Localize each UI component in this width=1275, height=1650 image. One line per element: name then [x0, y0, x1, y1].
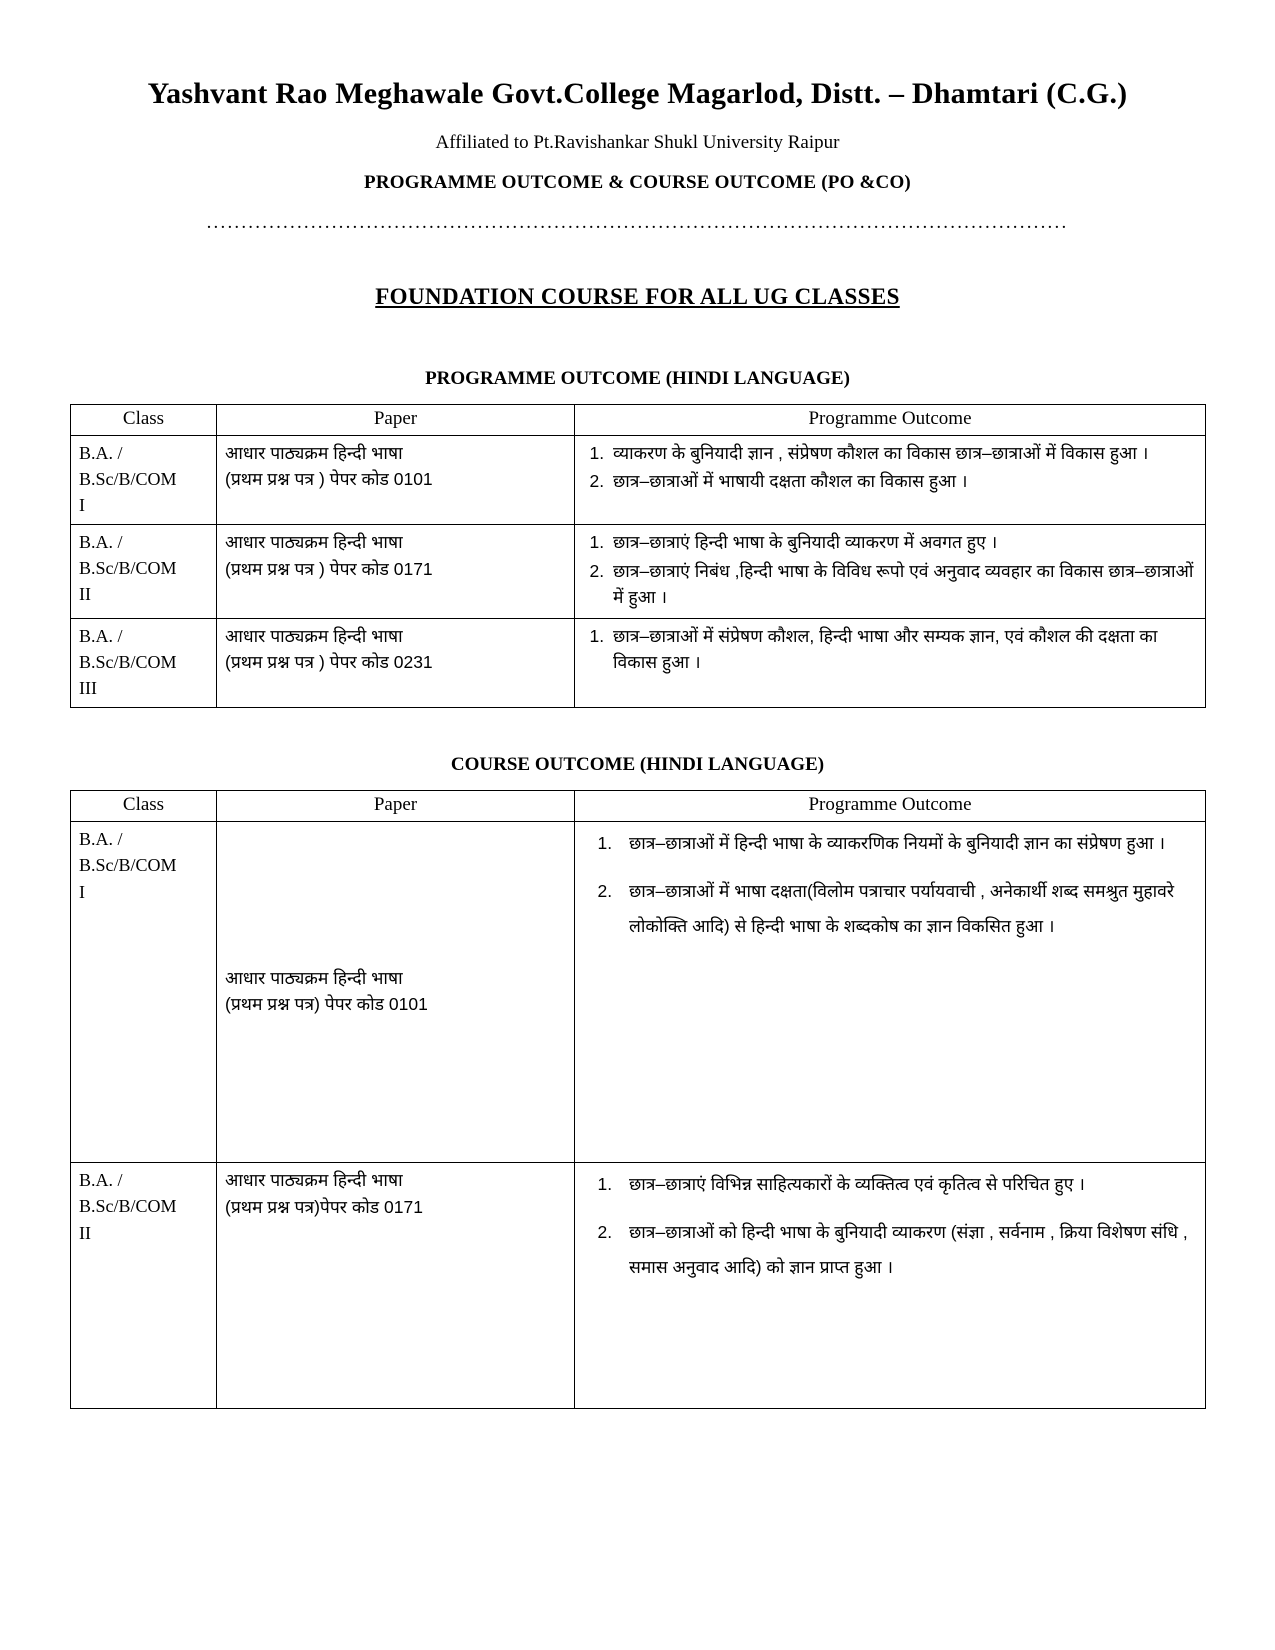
table-row	[71, 822, 1206, 1163]
class-line: I	[79, 495, 85, 516]
class-line: B.Sc/B/COM	[79, 1196, 177, 1217]
cell-paper	[217, 525, 575, 619]
affiliation-line: Affiliated to Pt.Ravishankar Shukl University Raipur	[435, 132, 840, 153]
college-title: Yashvant Rao Meghawale Govt.College Magarlod, Distt. – Dhamtari (C.G.)	[147, 77, 1128, 110]
class-line: B.A. /	[79, 829, 123, 850]
paper-line: आधार पाठ्यक्रम हिन्दी भाषा	[225, 626, 403, 647]
class-line: B.A. /	[79, 626, 123, 647]
paper-line: आधार पाठ्यक्रम हिन्दी भाषा	[225, 532, 403, 553]
paper-line: (प्रथम प्रश्न पत्र ) पेपर कोड 0101	[225, 469, 433, 490]
class-line: B.Sc/B/COM	[79, 855, 177, 876]
cell-outcome	[575, 525, 1206, 619]
class-line: B.Sc/B/COM	[79, 558, 177, 579]
class-line: B.A. /	[79, 532, 123, 553]
cell-paper	[217, 1163, 575, 1409]
outcome-item: 1. छात्र–छात्राएं हिन्दी भाषा के बुनियादी व्याकरण में अवगत हुए ।	[609, 529, 1199, 555]
table-header-row	[71, 405, 1206, 436]
class-line: II	[79, 1222, 91, 1243]
class-line: I	[79, 881, 85, 902]
outcome-list	[583, 826, 1199, 942]
paper-line: (प्रथम प्रश्न पत्र ) पेपर कोड 0231	[225, 652, 433, 673]
table-row	[71, 1163, 1206, 1409]
column-header-outcome: Programme Outcome	[575, 791, 1206, 822]
class-line: II	[79, 584, 91, 605]
programme-outcome-table	[70, 404, 1206, 708]
course-outcome-table	[70, 790, 1206, 1409]
outcome-item: 1. छात्र–छात्राएं विभिन्न साहित्यकारों के व्यक्तित्व एवं कृतित्व से परिचित हुए ।	[617, 1167, 1199, 1201]
table-row	[71, 525, 1206, 619]
cell-class	[71, 619, 217, 708]
column-header-class: Class	[71, 405, 217, 436]
cell-paper	[217, 436, 575, 525]
class-line: B.Sc/B/COM	[79, 652, 177, 673]
cell-outcome	[575, 822, 1206, 1163]
section-heading: FOUNDATION COURSE FOR ALL UG CLASSES	[375, 284, 900, 309]
table-row	[71, 619, 1206, 708]
cell-class	[71, 436, 217, 525]
table-row	[71, 436, 1206, 525]
cell-paper	[217, 619, 575, 708]
course-outcome-caption: COURSE OUTCOME (HINDI LANGUAGE)	[450, 754, 825, 776]
outcome-list	[583, 440, 1199, 495]
outcome-item: 1. व्याकरण के बुनियादी ज्ञान , संप्रेषण कौशल का विकास छात्र–छात्राओं में विकास हुआ ।	[609, 440, 1199, 466]
paper-line: आधार पाठ्यक्रम हिन्दी भाषा	[225, 968, 403, 989]
outcome-item: 1. छात्र–छात्राओं में संप्रेषण कौशल, हिन्दी भाषा और सम्यक ज्ञान, एवं कौशल की दक्षता का विकास हुआ ।	[609, 623, 1199, 676]
outcome-item: 2. छात्र–छात्राओं में भाषायी दक्षता कौशल का विकास हुआ ।	[609, 468, 1199, 494]
column-header-outcome: Programme Outcome	[575, 405, 1206, 436]
cell-paper	[217, 822, 575, 1163]
cell-outcome	[575, 436, 1206, 525]
paper-line: आधार पाठ्यक्रम हिन्दी भाषा	[225, 443, 403, 463]
programme-outcome-caption: PROGRAMME OUTCOME (HINDI LANGUAGE)	[425, 368, 850, 389]
column-header-paper: Paper	[217, 405, 575, 436]
dotted-divider: ............................................................................................................................	[206, 212, 1069, 233]
cell-class	[71, 525, 217, 619]
outcome-list	[583, 623, 1199, 676]
cell-class	[71, 822, 217, 1163]
outcome-list	[583, 1167, 1199, 1283]
class-line: B.Sc/B/COM	[79, 469, 177, 490]
outcome-list	[583, 529, 1199, 610]
outcome-item: 2. छात्र–छात्राओं में भाषा दक्षता(विलोम पत्राचार पर्यायवाची , अनेकार्थी शब्द समश्रुत मुहावरे लोकोक्ति आदि) से हिन्दी भाषा के शब्दकोष का ज्ञान विकसित हुआ ।	[617, 874, 1199, 942]
class-line: B.A. /	[79, 443, 123, 463]
cell-class	[71, 1163, 217, 1409]
po-co-title: PROGRAMME OUTCOME & COURSE OUTCOME (PO &CO)	[364, 172, 911, 193]
outcome-item: 2. छात्र–छात्राएं निबंध ,हिन्दी भाषा के विविध रूपो एवं अनुवाद व्यवहार का विकास छात्र–छात्राओं में हुआ ।	[609, 558, 1199, 611]
cell-outcome	[575, 1163, 1206, 1409]
paper-line: (प्रथम प्रश्न पत्र)पेपर कोड 0171	[225, 1196, 423, 1217]
class-line: III	[79, 678, 97, 699]
paper-line: आधार पाठ्यक्रम हिन्दी भाषा	[225, 1170, 403, 1191]
outcome-item: 1. छात्र–छात्राओं में हिन्दी भाषा के व्याकरणिक नियमों के बुनियादी ज्ञान का संप्रेषण हुआ ।	[617, 826, 1199, 860]
cell-outcome	[575, 619, 1206, 708]
paper-line: (प्रथम प्रश्न पत्र ) पेपर कोड 0171	[225, 558, 433, 579]
table-header-row	[71, 791, 1206, 822]
column-header-paper: Paper	[217, 791, 575, 822]
outcome-item: 2. छात्र–छात्राओं को हिन्दी भाषा के बुनियादी व्याकरण (संज्ञा , सर्वनाम , क्रिया विशेषण संधि , समास अनुवाद आदि) को ज्ञान प्राप्त हुआ ।	[617, 1215, 1199, 1283]
class-line: B.A. /	[79, 1170, 123, 1191]
column-header-class: Class	[71, 791, 217, 822]
paper-line: (प्रथम प्रश्न पत्र) पेपर कोड 0101	[225, 994, 428, 1015]
